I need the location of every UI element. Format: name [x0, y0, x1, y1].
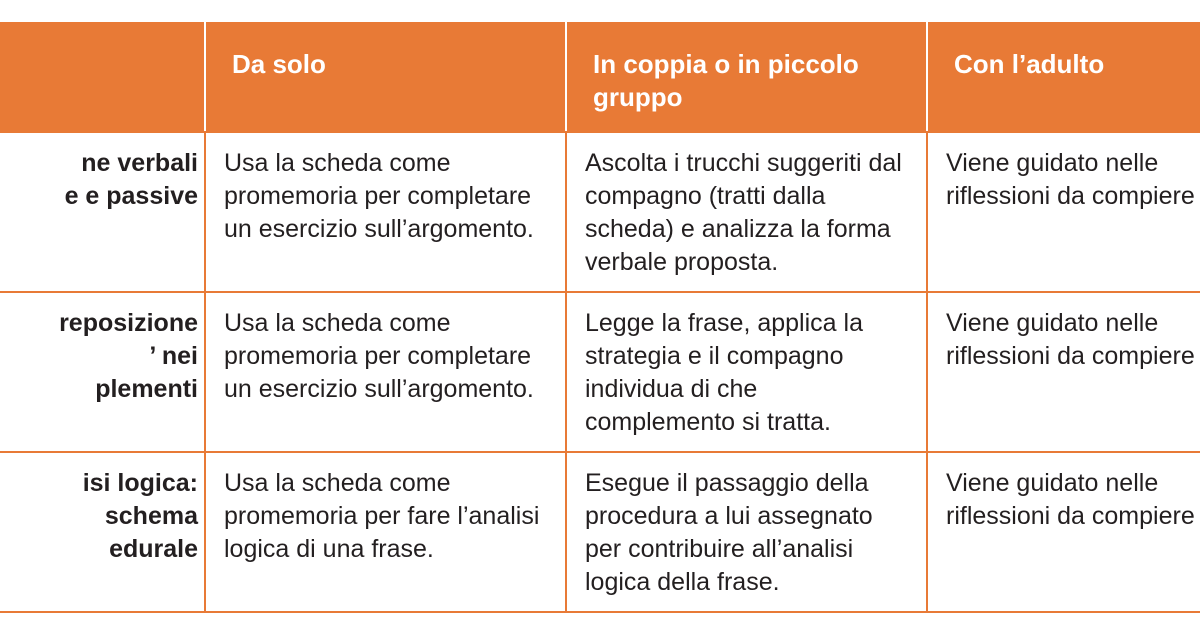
activity-table — [0, 22, 1200, 613]
table-header — [0, 22, 1200, 132]
header-cell-con-adulto: Con l’adulto — [927, 22, 1200, 132]
cell-da-solo — [205, 132, 566, 292]
cell-con-adulto — [927, 452, 1200, 612]
cell-text: Viene guidato nelle riflessioni da compiere — [946, 149, 1195, 210]
cell-in-coppia — [566, 292, 927, 452]
cell-in-coppia — [566, 452, 927, 612]
cell-da-solo — [205, 452, 566, 612]
table-row — [0, 132, 1200, 292]
cell-text: Viene guidato nelle riflessioni da compiere — [946, 309, 1195, 370]
row-topic: ne verbali e e passive — [0, 132, 205, 292]
row-topic: isi logica: schema edurale — [0, 452, 205, 612]
cell-text: Usa la scheda come promemoria per completare un esercizio sull’argomento. — [224, 149, 534, 243]
cell-text: Usa la scheda come promemoria per fare l’analisi logica di una frase. — [224, 469, 540, 563]
cell-text: Esegue il passaggio della procedura a lui assegnato per contribuire all’analisi logica della frase. — [585, 469, 873, 596]
cell-text: Usa la scheda come promemoria per completare un esercizio sull’argomento. — [224, 309, 534, 403]
table-body — [0, 132, 1200, 612]
header-cell-da-solo: Da solo — [205, 22, 566, 132]
cell-in-coppia — [566, 132, 927, 292]
activity-table-container — [0, 22, 1200, 613]
table-row — [0, 292, 1200, 452]
header-cell-in-coppia: In coppia o in piccolo gruppo — [566, 22, 927, 132]
table-row — [0, 452, 1200, 612]
cell-text: Viene guidato nelle riflessioni da compiere — [946, 469, 1195, 530]
cell-con-adulto — [927, 132, 1200, 292]
cell-text: Legge la frase, applica la strategia e il compagno individua di che complemento si tratta. — [585, 309, 863, 436]
cell-text: Ascolta i trucchi suggeriti dal compagno (tratti dalla scheda) e analizza la forma verbale proposta. — [585, 149, 902, 276]
row-topic: reposizione ’ nei plementi — [0, 292, 205, 452]
header-row — [0, 22, 1200, 132]
header-cell-topic — [0, 22, 205, 132]
cell-con-adulto — [927, 292, 1200, 452]
cell-da-solo — [205, 292, 566, 452]
